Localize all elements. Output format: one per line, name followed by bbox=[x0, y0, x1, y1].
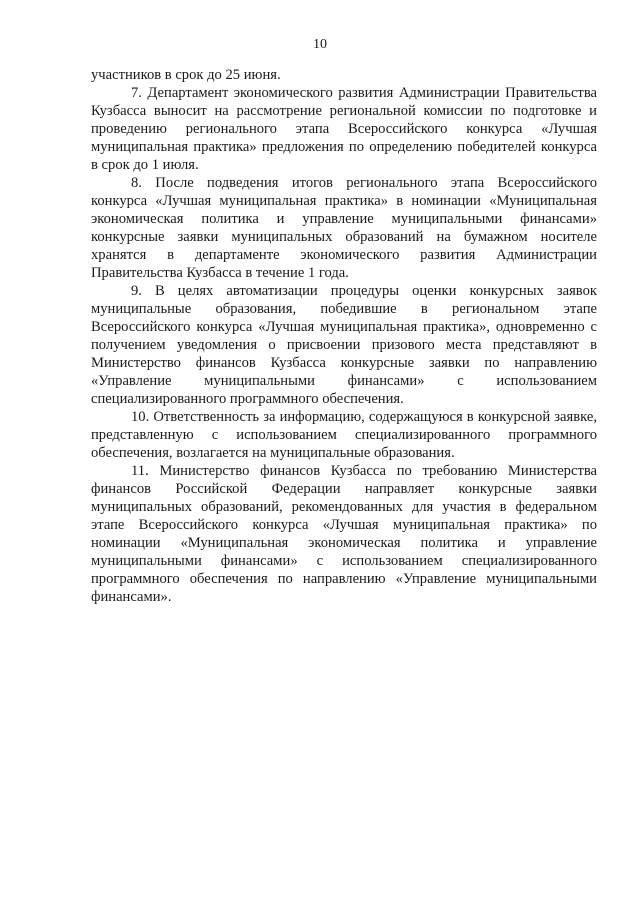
paragraph-continuation: участников в срок до 25 июня. bbox=[91, 67, 281, 83]
paragraph-item-8: 8. После подведения итогов регионального этапа Всероссийского конкурса «Лучшая муниципальная практика» в номинации «Муниципальная экономическая политика и управление муниципальными финансами» конкурсные заявки муниципальных образований на бумажном носителе хранятся в департаменте экономического развития Администрации Правительства Кузбасса в течение 1 года. bbox=[91, 175, 597, 281]
document-body bbox=[91, 66, 597, 606]
paragraph-item-11: 11. Министерство финансов Кузбасса по требованию Министерства финансов Российской Федерации направляет конкурсные заявки муниципальных образований, рекомендованных для участия в федеральном этапе Всероссийского конкурса «Лучшая муниципальная практика» по номинации «Муниципальная экономическая политика и управление муниципальными финансами» с использованием специализированного программного обеспечения по направлению «Управление муниципальными финансами». bbox=[91, 463, 597, 605]
paragraph-item-7: 7. Департамент экономического развития Администрации Правительства Кузбасса выносит на рассмотрение региональной комиссии по подготовке и проведению регионального этапа Всероссийского конкурса «Лучшая муниципальная практика» предложения по определению победителей конкурса в срок до 1 июля. bbox=[91, 85, 597, 173]
paragraph-item-10: 10. Ответственность за информацию, содержащуюся в конкурсной заявке, представленную с использованием специализированного программного обеспечения, возлагается на муниципальные образования. bbox=[91, 409, 597, 461]
paragraph-item-9: 9. В целях автоматизации процедуры оценки конкурсных заявок муниципальные образования, победившие в региональном этапе Всероссийского конкурса «Лучшая муниципальная практика», одновременно с получением уведомления о присвоении призового места представляют в Министерство финансов Кузбасса конкурсные заявки по направлению «Управление муниципальными финансами» с использованием специализированного программного обеспечения. bbox=[91, 283, 597, 407]
page-number: 10 bbox=[313, 37, 327, 52]
